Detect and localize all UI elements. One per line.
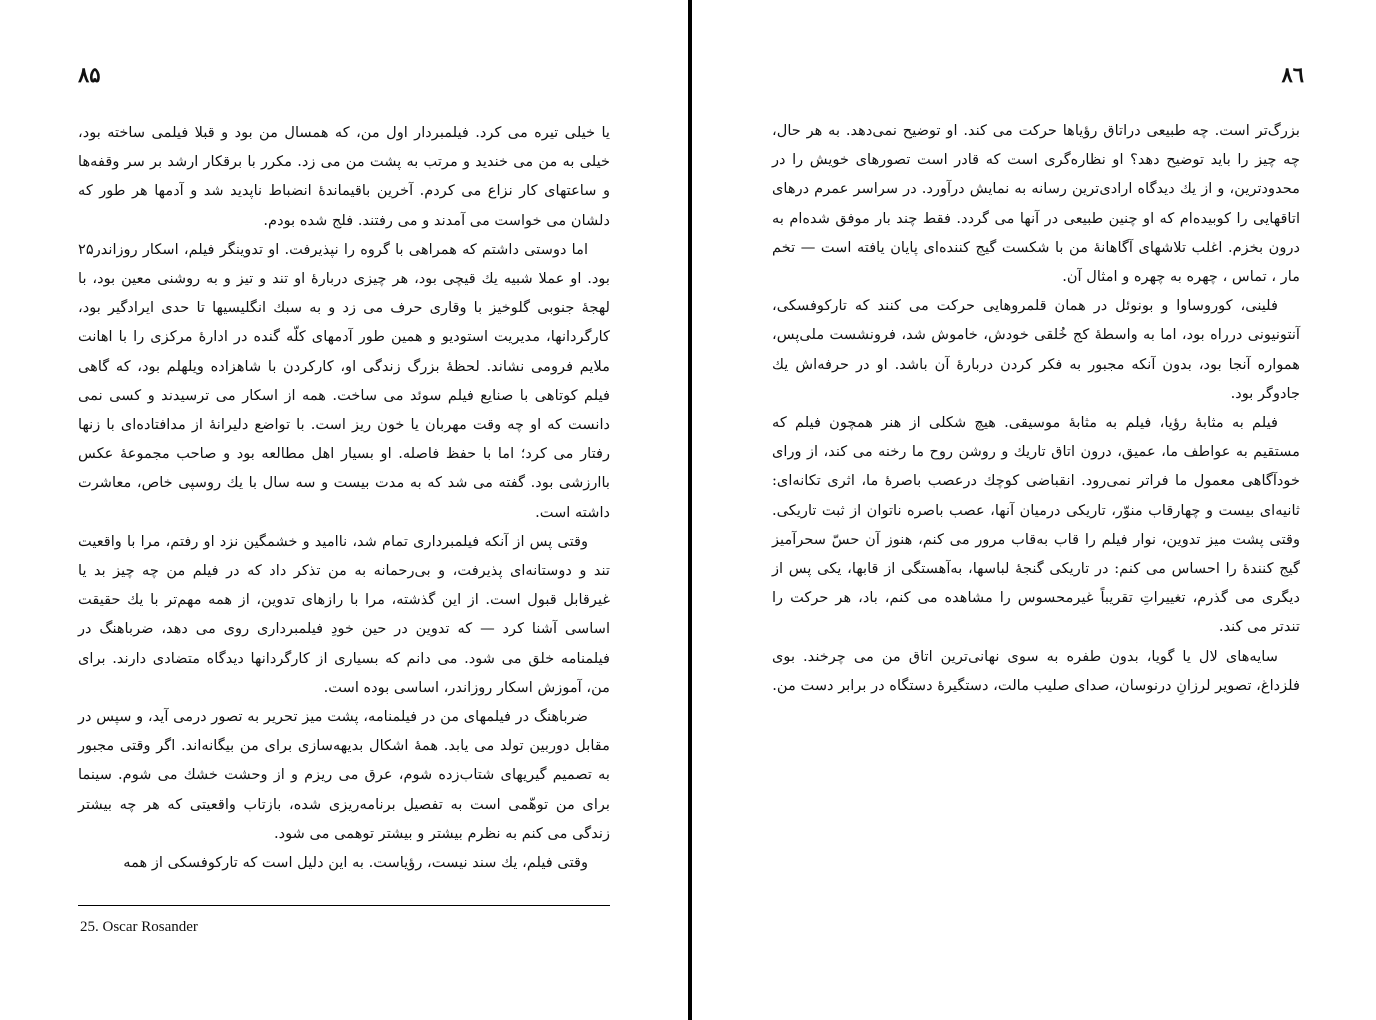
paragraph: وقتی فیلم، یك سند نیست، رؤیاست. به این دلیل است که تارکوفسکی از همه [123, 854, 588, 872]
right-page-text [772, 116, 1300, 700]
left-page-text [78, 118, 610, 877]
paragraph: یا خیلی تیره می کرد. فیلمبردار اول من، که همسال من بود و قبلا فیلمی ساخته بود، خیلی به من می خندید و مرتب به پشت من می زد. مکرر با برقکار ارشد بر سر وقفه‌ها و ساعتهای کار نزاع می کردم. آخرین باقیماندهٔ انضباط ناپدید شد و آدمها هر طور که دلشان می خواست می آمدند و می رفتند. فلج شده بودم. [78, 124, 610, 229]
paragraph: اما دوستی داشتم که همراهی با گروه را نپذیرفت. او تدوینگر فیلم، اسکار روزاندر۲۵ بود. او عملا شبیه یك قیچی بود، هر چیزی دربارهٔ او تند و تیز و به روشنی معین بود، با لهجهٔ جنوبی گلوخیز با وقاری حرف می زد و به سبك انگلیسیها تا حدی ایرادگیر بود، کارگردانها، مدیریت استودیو و همین طور آدمهای کلّه گنده در ادارهٔ مرکزی را با اهانت ملایم فرومی نشاند. لحظهٔ بزرگ زندگی او، کارکردن با شاهزاده ویلهلم بود، که گاهی فیلم کوتاهی با صنایع فیلم سوئد می ساخت. همه از اسکار می ترسیدند و کسی نمی دانست که او چه وقت مهربان یا خون ریز است. با تواضع دلیرانهٔ از مدافتاده‌ای با زنها رفتار می کرد؛ اما با حفظ فاصله. او بسیار اهل مطالعه بود و صاحب مجموعهٔ عکس باارزشی بود. گفته می شد که به مدت بیست و سه سال با یك روسپی خاص، معاشرت داشته است. [78, 240, 610, 521]
footnote: 25. Oscar Rosander [80, 919, 198, 935]
paragraph: بزرگ‌تر است. چه طبیعی دراتاق رؤیاها حرکت می کند. او توضیح نمی‌دهد. به هر حال، چه چیز را باید توضیح دهد؟ او نظاره‌گری است که قادر است تصورهای خویش را در محدودترین، و از یك دیدگاه ارادی‌ترین رسانه به نمایش درآورد. در سراسر عمرم درهای اتاقهایی را کوبیده‌ام که او چنین طبیعی در آنها می گردد. فقط چند بار موفق شده‌ام به درون بخزم. اغلب تلاشهای آگاهانهٔ من با شکست گیج کننده‌ای پایان یافته است — تخم مار ، تماس ، چهره به چهره و امثال آن. [772, 122, 1300, 286]
paragraph: فیلم به مثابهٔ رؤیا، فیلم به مثابهٔ موسیقی. هیچ شکلی از هنر همچون فیلم که مستقیم به عواطف ما، عمیق، درون اتاق تاریك و روشن روح ما رخنه می کند، از ورای خودآگاهی معمول ما فراتر نمی‌رود. انقباضی کوچك درعصب باصرهٔ ما، اثری تکانه‌ای: ثانیه‌ای بیست و چهارقاب منوّر، تاریکی درمیان آنها، عصب باصره ناتوان از ثبت تاریکی. وقتی پشت میز تدوین، نوار فیلم را قاب به‌قاب مرور می کنم، هنوز آن حسّ سحرآمیز گیج کنندهٔ را احساس می کنم: در تاریکی گنجهٔ لباسها، به‌آهستگی از قابها، یکی پس از دیگری می گذرم، تغییراتِ تقریباً غیرمحسوس را مشاهده می کنم، باد، هر حرکت را تندتر می کند. [772, 414, 1300, 636]
paragraph: وقتی پس از آنکه فیلمبرداری تمام شد، ناامید و خشمگین نزد او رفتم، مرا با واقعیت تند و دوستانه‌ای پذیرفت، و بی‌رحمانه به من تذکر داد که در فیلم من چه چیز بد یا غیرقابل قبول است. از این گذشته، مرا با رازهای تدوین، از همه مهم‌تر با یك حقیقت اساسی آشنا کرد — که تدوین در حین خودِ فیلمبرداری روی می دهد، ضرباهنگ در فیلمنامه خلق می شود. می دانم که بسیاری از کارگردانها دیدگاه متضادی دارند. برای من، آموزش اسکار روزاندر، اساسی بوده است. [78, 532, 610, 696]
paragraph: ضرباهنگ در فیلمهای من در فیلمنامه، پشت میز تحریر به تصور درمی آید، و سپس در مقابل دوربین تولد می یابد. همهٔ اشکال بدیهه‌سازی برای من بیگانه‌اند. اگر وقتی مجبور به تصمیم گیریهای شتاب‌زده شوم، عرق می ریزم و از وحشت خشك می شوم. سینما برای من توهّمی است به تفصیل برنامه‌ریزی شده، بازتاب واقعیتی که هر چه بیشتر زندگی می کنم به نظرم بیشتر و بیشتر توهمی می شود. [78, 708, 610, 842]
right-page [692, 0, 1376, 1020]
paragraph: سایه‌های لال یا گویا، بدون طفره به سوی نهانی‌ترین اتاق من می چرخند. بوی فلزداغ، تصویر لرزانِ درنوسان، صدای صلیب مالت، دستگیرهٔ دستگاه در برابر دست من. [772, 647, 1300, 694]
footnote-divider [78, 905, 610, 906]
paragraph: فلینی، کوروساوا و بونوئل در همان قلمروهایی حرکت می کنند که تارکوفسکی، آنتونیونی درراه بود، اما به واسطهٔ کج خُلقی خودش، خاموش شد، فرونشست ملی‌پس، همواره آنجا بود، بدون آنکه مجبور به فکر کردن دربارهٔ آن باشد. او در حرفه‌اش یك جادوگر بود. [772, 297, 1300, 402]
page-number-right: ۸٦ [1281, 62, 1304, 87]
page-number-left: ۸۵ [78, 62, 101, 87]
